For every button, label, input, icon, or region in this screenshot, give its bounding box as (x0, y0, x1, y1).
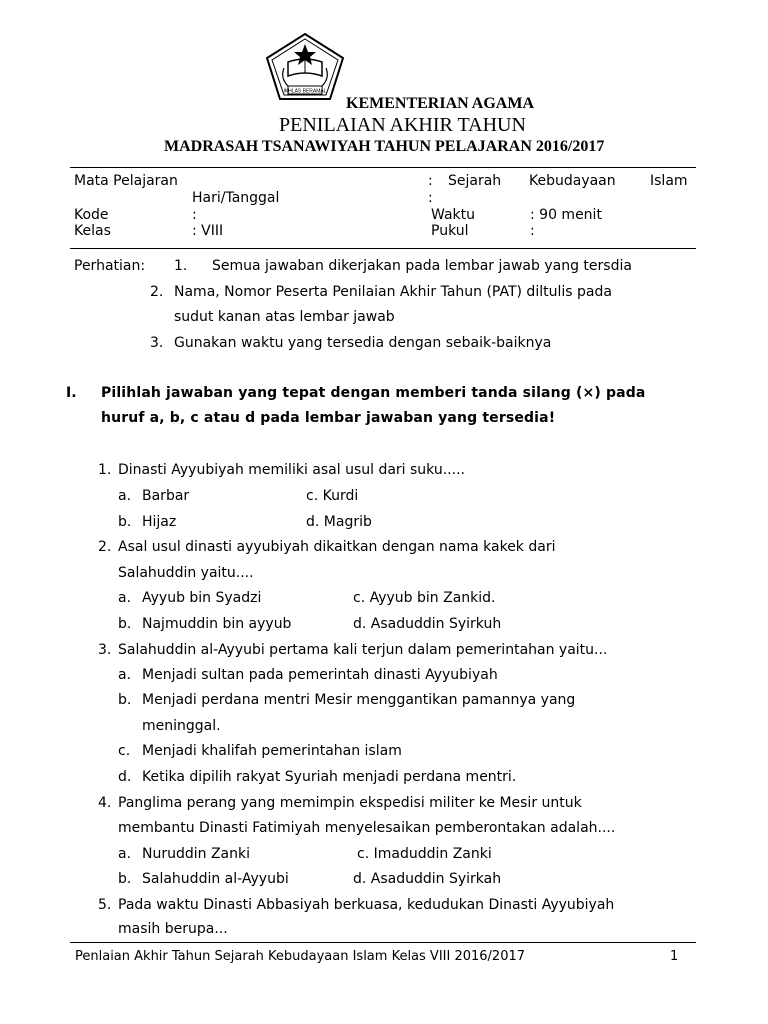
header-divider (70, 167, 696, 168)
perhatian-number-3: 3. (150, 335, 164, 351)
perhatian-item-2-line-1: Nama, Nomor Peserta Penilaian Akhir Tahun (PAT) diltulis pada (174, 284, 612, 300)
question-2-text-line-2: Salahuddin yaitu.... (118, 565, 254, 581)
footer-text: Penlaian Akhir Tahun Sejarah Kebudayaan Islam Kelas VIII 2016/2017 (75, 949, 526, 964)
section-instruction-line-1: Pilihlah jawaban yang tepat dengan memberi tanda silang (×) pada (101, 385, 646, 401)
waktu-value: : 90 menit (530, 207, 602, 223)
question-4-text-line-1: Panglima perang yang memimpin ekspedisi militer ke Mesir untuk (118, 795, 582, 811)
perhatian-number-1: 1. (174, 258, 188, 274)
question-3-option-b-letter: b. (118, 692, 132, 708)
question-1-option-b-letter: b. (118, 514, 132, 530)
question-3-option-d-letter: d. (118, 769, 132, 785)
question-3-option-a-letter: a. (118, 667, 132, 683)
question-2-option-c: c. Ayyub bin Zankid. (353, 590, 496, 606)
question-1-option-a: Barbar (142, 488, 190, 504)
ministry-title: KEMENTERIAN AGAMA (346, 95, 535, 112)
question-3-option-d: Ketika dipilih rakyat Syuriah menjadi perdana mentri. (142, 769, 517, 785)
footer-divider (70, 942, 696, 943)
question-4-number: 4. (98, 795, 112, 811)
hari-tanggal-label: Hari/Tanggal (192, 190, 280, 206)
question-3-number: 3. (98, 642, 112, 658)
question-5-text-line-1: Pada waktu Dinasti Abbasiyah berkuasa, kedudukan Dinasti Ayyubiyah (118, 897, 615, 913)
question-3-option-a: Menjadi sultan pada pemerintah dinasti Ayyubiyah (142, 667, 498, 683)
kode-colon: : (192, 207, 197, 223)
question-1-text: Dinasti Ayyubiyah memiliki asal usul dari suku..... (118, 462, 465, 478)
kode-label: Kode (74, 207, 109, 223)
school-title: MADRASAH TSANAWIYAH TAHUN PELAJARAN 2016/2017 (164, 138, 605, 155)
question-1-option-c: c. Kurdi (306, 488, 359, 504)
question-5-text-line-2: masih berupa... (118, 921, 228, 937)
perhatian-number-2: 2. (150, 284, 164, 300)
perhatian-item-3: Gunakan waktu yang tersedia dengan sebaik-baiknya (174, 335, 552, 351)
page-number: 1 (670, 949, 679, 964)
question-2-number: 2. (98, 539, 112, 555)
mata-pelajaran-value-2: Kebudayaan (529, 173, 616, 189)
perhatian-item-2-line-2: sudut kanan atas lembar jawab (174, 309, 395, 325)
mata-pelajaran-colon: : (428, 173, 433, 189)
question-4-option-b: Salahuddin al-Ayyubi (142, 871, 289, 887)
question-2-option-a: Ayyub bin Syadzi (142, 590, 262, 606)
mata-pelajaran-label: Mata Pelajaran (74, 173, 178, 189)
kementerian-agama-logo (264, 32, 346, 102)
question-2-option-b: Najmuddin bin ayyub (142, 616, 292, 632)
question-4-option-b-letter: b. (118, 871, 132, 887)
question-3-option-c: Menjadi khalifah pemerintahan islam (142, 743, 402, 759)
question-1-option-a-letter: a. (118, 488, 132, 504)
question-3-option-b-line-1: Menjadi perdana mentri Mesir menggantikan pamannya yang (142, 692, 576, 708)
question-4-text-line-2: membantu Dinasti Fatimiyah menyelesaikan pemberontakan adalah.... (118, 820, 616, 836)
question-2-option-a-letter: a. (118, 590, 132, 606)
question-2-text-line-1: Asal usul dinasti ayyubiyah dikaitkan dengan nama kakek dari (118, 539, 556, 555)
mata-pelajaran-value-1: Sejarah (448, 173, 502, 189)
question-4-option-d: d. Asaduddin Syirkah (353, 871, 502, 887)
perhatian-label: Perhatian: (74, 258, 146, 274)
question-1-option-b: Hijaz (142, 514, 177, 530)
question-1-option-d: d. Magrib (306, 514, 372, 530)
question-3-text: Salahuddin al-Ayyubi pertama kali terjun dalam pemerintahan yaitu... (118, 642, 608, 658)
kelas-value: : VIII (192, 223, 224, 239)
question-2-option-d: d. Asaduddin Syirkuh (353, 616, 502, 632)
pukul-colon: : (530, 223, 535, 239)
question-1-number: 1. (98, 462, 112, 478)
question-4-option-a: Nuruddin Zanki (142, 846, 251, 862)
mata-pelajaran-value-3: Islam (650, 173, 688, 189)
section-instruction-line-2: huruf a, b, c atau d pada lembar jawaban yang tersedia! (101, 410, 556, 426)
logo-motto: IKHLAS BERAMAL (283, 88, 327, 95)
question-3-option-c-letter: c. (118, 743, 131, 759)
question-4-option-a-letter: a. (118, 846, 132, 862)
pukul-label: Pukul (431, 223, 469, 239)
question-5-number: 5. (98, 897, 112, 913)
question-3-option-b-line-2: meninggal. (142, 718, 221, 734)
question-4-option-c: c. Imaduddin Zanki (357, 846, 492, 862)
section-number: I. (66, 385, 77, 401)
waktu-label: Waktu (431, 207, 475, 223)
hari-tanggal-colon: : (428, 190, 433, 206)
question-2-option-b-letter: b. (118, 616, 132, 632)
info-divider (70, 248, 696, 249)
exam-title: PENILAIAN AKHIR TAHUN (279, 114, 526, 136)
kelas-label: Kelas (74, 223, 111, 239)
perhatian-item-1: Semua jawaban dikerjakan pada lembar jawab yang tersdia (212, 258, 632, 274)
